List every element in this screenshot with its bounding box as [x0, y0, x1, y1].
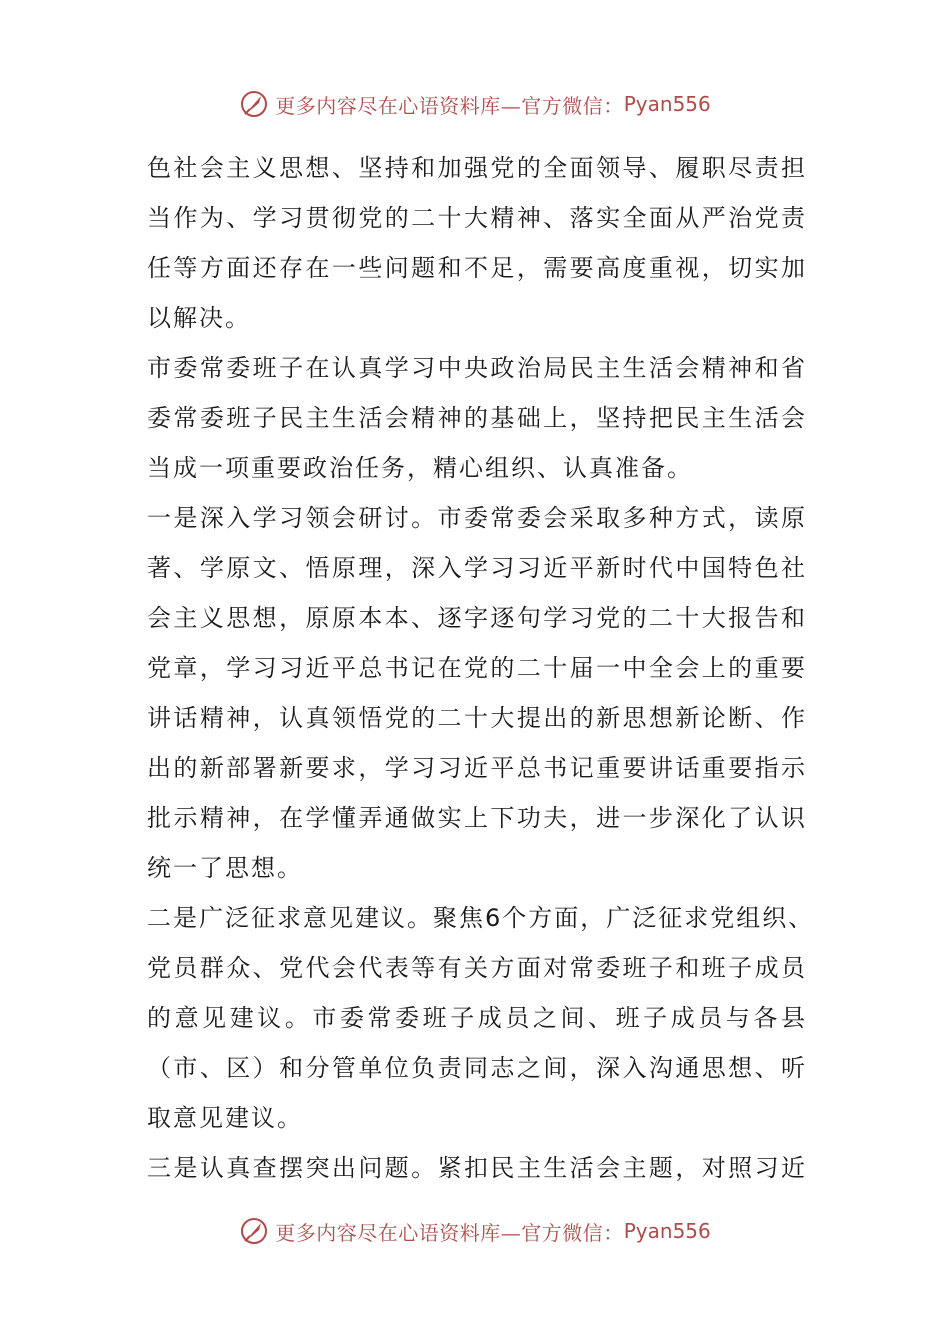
footer-watermark [0, 1211, 950, 1251]
text-line: 批示精神，在学懂弄通做实上下功夫，进一步深化了认识 [147, 804, 807, 832]
text-line: 二是广泛征求意见建议。聚焦6个方面，广泛征求党组织、 [147, 904, 815, 932]
text-line: 当作为、学习贯彻党的二十大精神、落实全面从严治党责 [147, 204, 807, 232]
text-line: 委常委班子民主生活会精神的基础上，坚持把民主生活会 [147, 404, 807, 432]
header-watermark-id: Pyan556 [623, 92, 711, 116]
text-line: 讲话精神，认真领悟党的二十大提出的新思想新论断、作 [147, 704, 807, 732]
text-line: 著、学原文、悟原理，深入学习习近平新时代中国特色社 [147, 554, 807, 582]
quill-logo-icon [239, 1216, 269, 1246]
text-line: 统一了思想。 [147, 854, 303, 882]
text-line: 市委常委班子在认真学习中央政治局民主生活会精神和省 [147, 354, 807, 382]
text-line: 当成一项重要政治任务，精心组织、认真准备。 [147, 454, 693, 482]
header-watermark-text: 更多内容尽在心语资料库—官方微信： [275, 93, 624, 118]
text-line: 会主义思想，原原本本、逐字逐句学习党的二十大报告和 [147, 604, 807, 632]
text-line: 出的新部署新要求，学习习近平总书记重要讲话重要指示 [147, 754, 807, 782]
text-line: （市、区）和分管单位负责同志之间，深入沟通思想、听 [147, 1054, 807, 1082]
document-body [147, 143, 815, 1193]
text-line: 党章，学习习近平总书记在党的二十届一中全会上的重要 [147, 654, 807, 682]
text-line: 任等方面还存在一些问题和不足，需要高度重视，切实加 [147, 254, 807, 282]
text-line: 以解决。 [147, 304, 251, 332]
text-line: 三是认真查摆突出问题。紧扣民主生活会主题，对照习近 [147, 1154, 807, 1182]
quill-logo-icon [239, 89, 269, 119]
text-line: 取意见建议。 [147, 1104, 303, 1132]
text-line: 色社会主义思想、坚持和加强党的全面领导、履职尽责担 [147, 154, 807, 182]
text-line: 一是深入学习领会研讨。市委常委会采取多种方式，读原 [147, 504, 807, 532]
text-line: 党员群众、党代会代表等有关方面对常委班子和班子成员 [147, 954, 807, 982]
footer-watermark-text: 更多内容尽在心语资料库—官方微信： [275, 1220, 624, 1245]
footer-watermark-id: Pyan556 [623, 1219, 711, 1243]
header-watermark [0, 84, 950, 124]
text-line: 的意见建议。市委常委班子成员之间、班子成员与各县 [147, 1004, 807, 1032]
